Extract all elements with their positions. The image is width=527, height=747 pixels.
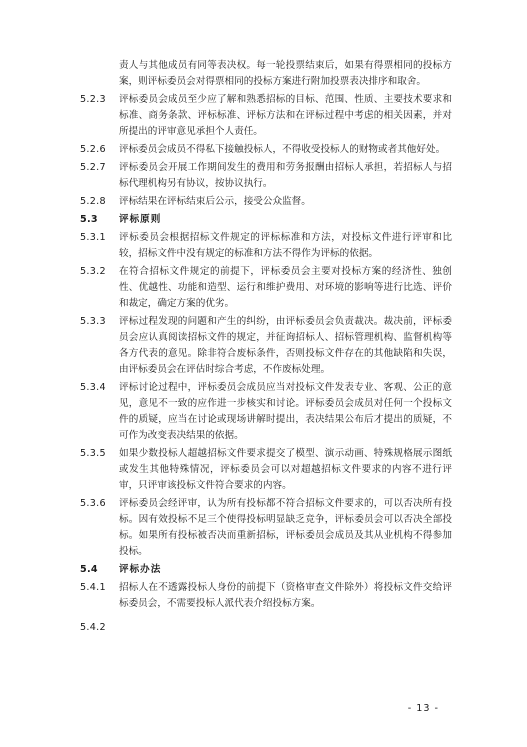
clause-text: 评标委员会开展工作期间发生的费用和劳务报酬由招标人承担，若招标人与招标代理机构另有协议，按协议执行。 <box>119 162 452 189</box>
section-number: 5.3 <box>80 214 98 225</box>
clause-5-2-6 <box>0 142 527 158</box>
section-heading-5-4 <box>0 562 527 578</box>
clause-text: 如果少数投标人超越招标文件要求提交了模型、演示动画、特殊规格展示图纸或发生其他特殊情况，评标委员会可以对超越招标文件要求的内容不进行评审，只评审该投标文件符合要求的内容。 <box>119 448 452 491</box>
clause-5-3-5 <box>0 446 527 494</box>
clause-number: 5.2.3 <box>80 94 106 105</box>
clause-number: 5.3.1 <box>80 232 106 243</box>
clause-5-2-8 <box>0 194 527 210</box>
paragraph-continuation <box>0 58 527 90</box>
section-number: 5.4 <box>80 564 98 575</box>
clause-5-2-3 <box>0 92 527 140</box>
clause-text: 在符合招标文件规定的前提下，评标委员会主要对投标方案的经济性、独创性、优越性、功能和造型、运行和维护费用、对环境的影响等进行比选、评价和裁定，确定方案的优劣。 <box>119 266 452 309</box>
clause-5-3-3 <box>0 314 527 378</box>
clause-text: 评标委员会根据招标文件规定的评标标准和方法，对投标文件进行评审和比较，招标文件中没有规定的标准和方法不得作为评标的依据。 <box>119 232 452 259</box>
page-number: - 13 - <box>407 703 439 714</box>
section-title: 评标原则 <box>119 214 162 225</box>
section-heading-5-3 <box>0 212 527 228</box>
clause-text: 评标过程发现的问题和产生的纠纷，由评标委员会负责裁决。裁决前，评标委员会应认真阅读招标文件的规定，并征询招标人、招标管理机构、监督机构等各方代表的意见。除非符合废标条件，否则投标文件存在的其他缺陷和失误，由评标委员会在评估时综合考虑，不作废标处理。 <box>119 316 452 375</box>
clause-number: 5.4.2 <box>80 622 106 633</box>
clause-text: 评标讨论过程中，评标委员会成员应当对投标文件发表专业、客观、公正的意见，意见不一致的应作进一步核实和讨论。评标委员会成员对任何一个投标文件的质疑，应当在讨论或现场讲解时提出，表决结果公布后才提出的质疑，不可作为改变表决结果的依据。 <box>119 382 452 441</box>
clause-text: 责人与其他成员有同等表决权。每一轮投票结束后，如果有得票相同的投标方案，则评标委员会对得票相同的投标方案进行附加投票表决排序和取舍。 <box>119 60 452 87</box>
clause-5-3-1 <box>0 230 527 262</box>
clause-number: 5.2.8 <box>80 196 106 207</box>
clause-5-3-2 <box>0 264 527 312</box>
clause-5-3-6 <box>0 496 527 560</box>
clause-number: 5.2.6 <box>80 144 106 155</box>
clause-5-2-7 <box>0 160 527 192</box>
clause-text: 评标委员会成员至少应了解和熟悉招标的目标、范围、性质、主要技术要求和标准、商务条款、评标标准、评标方法和在评标过程中考虑的相关因素，并对所提出的评审意见承担个人责任。 <box>119 94 452 137</box>
clause-text: 招标人在不透露投标人身份的前提下（资格审查文件除外）将投标文件交给评标委员会，不需要投标人派代表介绍投标方案。 <box>119 582 452 609</box>
clause-text: 评标委员会成员不得私下接触投标人，不得收受投标人的财物或者其他好处。 <box>119 144 446 155</box>
document-body <box>0 58 527 633</box>
clause-number: 5.3.4 <box>80 382 106 393</box>
clause-5-4-1 <box>0 580 527 612</box>
clause-number: 5.2.7 <box>80 162 106 173</box>
clause-5-3-4 <box>0 380 527 444</box>
clause-number: 5.3.5 <box>80 448 106 459</box>
section-title: 评标办法 <box>119 564 162 575</box>
clause-text: 评标委员会经评审，认为所有投标都不符合招标文件要求的，可以否决所有投标。因有效投标不足三个使得投标明显缺乏竞争，评标委员会可以否决全部投标。如果所有投标被否决而重新招标，评标委员会成员及其从业机构不得参加投标。 <box>119 498 452 557</box>
clause-text: 评标结果在评标结束后公示，接受公众监督。 <box>119 196 311 207</box>
clause-number: 5.4.1 <box>80 582 106 593</box>
clause-number: 5.3.3 <box>80 316 106 327</box>
clause-number: 5.3.6 <box>80 498 106 509</box>
clause-number: 5.3.2 <box>80 266 106 277</box>
